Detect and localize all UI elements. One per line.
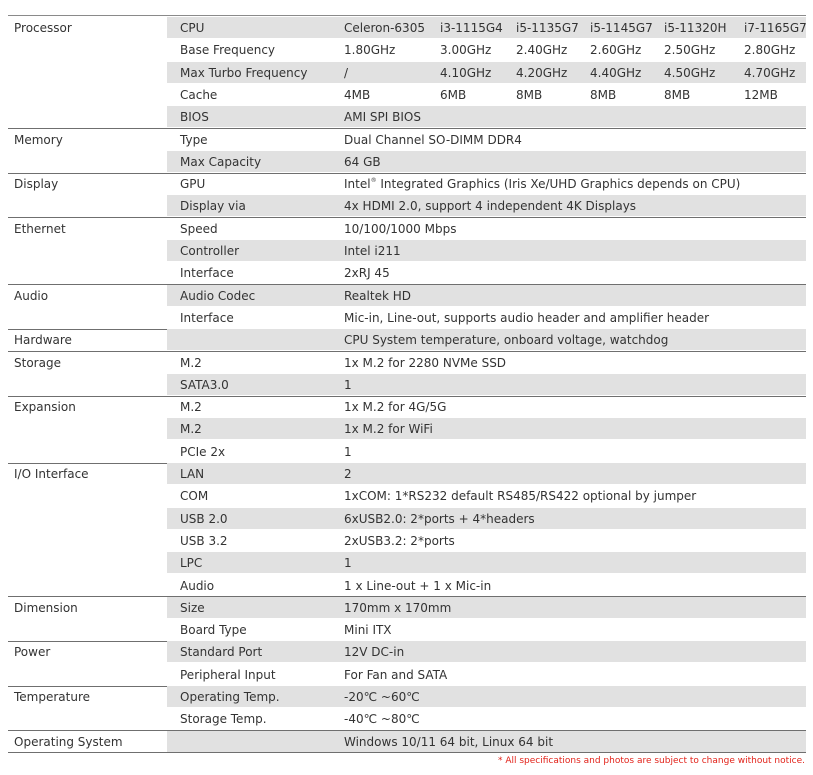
- item-value: [344, 177, 740, 191]
- item-label: USB 2.0: [180, 511, 228, 526]
- item-value: 1x M.2 for 4G/5G: [344, 400, 447, 415]
- item-value: 1x M.2 for WiFi: [344, 422, 433, 437]
- item-value: 64 GB: [344, 154, 381, 169]
- section-divider: [8, 752, 806, 753]
- cpu-cell: 2.50GHz: [664, 43, 716, 58]
- item-label: SATA3.0: [180, 377, 229, 392]
- item-label: Speed: [180, 221, 218, 236]
- table-row: [0, 17, 813, 39]
- item-value: Dual Channel SO-DIMM DDR4: [344, 132, 522, 147]
- item-value: 1: [344, 444, 352, 459]
- table-row: [0, 485, 813, 507]
- item-value: Windows 10/11 64 bit, Linux 64 bit: [344, 734, 554, 749]
- table-row: [0, 329, 813, 351]
- table-row: [0, 530, 813, 552]
- item-label: Board Type: [180, 623, 247, 638]
- item-value: 2xUSB3.2: 2*ports: [344, 533, 455, 548]
- item-value: CPU System temperature, onboard voltage, watchdog: [344, 333, 669, 348]
- table-row: [0, 307, 813, 329]
- category-label: Processor: [14, 21, 72, 35]
- row-band: [167, 396, 806, 418]
- row-band: [167, 262, 806, 284]
- item-value: 2xRJ 45: [344, 266, 390, 281]
- row-band: [167, 374, 806, 396]
- table-row: [0, 218, 813, 240]
- row-band: [167, 218, 806, 240]
- table-row: [0, 731, 813, 753]
- item-value: Realtek HD: [344, 288, 411, 303]
- item-value: -20℃ ~60℃: [344, 690, 420, 704]
- cpu-cell: 12MB: [744, 87, 778, 102]
- cpu-cell: 8MB: [516, 87, 543, 102]
- item-value: -40℃ ~80℃: [344, 712, 420, 727]
- cpu-cell: Celeron-6305: [344, 21, 425, 35]
- table-row: [0, 106, 813, 128]
- item-label: Interface: [180, 266, 234, 281]
- item-label: Cache: [180, 87, 218, 102]
- item-value: 1 x Line-out + 1 x Mic-in: [344, 578, 492, 593]
- table-row: [0, 62, 813, 84]
- item-value: 6xUSB2.0: 2*ports + 4*headers: [344, 511, 535, 526]
- item-value: For Fan and SATA: [344, 667, 448, 682]
- table-top-rule: [8, 15, 806, 16]
- cpu-cell: 6MB: [440, 87, 467, 102]
- table-row: [0, 441, 813, 463]
- item-label: Base Frequency: [180, 43, 276, 58]
- item-label: LPC: [180, 556, 203, 571]
- value-text: Intel: [344, 177, 371, 192]
- category-label: I/O Interface: [14, 467, 89, 481]
- table-row: [0, 664, 813, 686]
- item-label: COM: [180, 489, 209, 504]
- cpu-cell: /: [344, 65, 349, 80]
- table-row: [0, 508, 813, 530]
- table-row: [0, 418, 813, 440]
- item-label: Size: [180, 600, 205, 615]
- row-band: [167, 641, 806, 663]
- row-band: [167, 619, 806, 641]
- row-band: [167, 552, 806, 574]
- cpu-cell: 2.80GHz: [744, 43, 796, 58]
- table-row: [0, 463, 813, 485]
- table-row: [0, 173, 813, 195]
- table-row: [0, 575, 813, 597]
- table-row: [0, 708, 813, 730]
- item-label: Max Turbo Frequency: [180, 65, 308, 80]
- item-label: Controller: [180, 244, 240, 258]
- table-row: [0, 129, 813, 151]
- cpu-cell: 1.80GHz: [344, 43, 396, 58]
- category-label: Storage: [14, 355, 61, 370]
- item-value: 1xCOM: 1*RS232 default RS485/RS422 optional by jumper: [344, 489, 697, 504]
- cpu-cell: 4MB: [344, 87, 371, 102]
- row-band: [167, 84, 806, 106]
- table-row: [0, 195, 813, 217]
- row-band: [167, 530, 806, 552]
- item-label: PCIe 2x: [180, 444, 226, 459]
- item-value: Mini ITX: [344, 623, 392, 638]
- cpu-cell: 2.40GHz: [516, 43, 568, 58]
- row-band: [167, 240, 806, 262]
- value-text-rest: Integrated Graphics (Iris Xe/UHD Graphics depends on CPU): [376, 177, 741, 192]
- row-band: [167, 285, 806, 307]
- category-label: Operating System: [14, 734, 123, 749]
- cpu-cell: 4.10GHz: [440, 65, 492, 80]
- item-label: Interface: [180, 310, 234, 325]
- item-label: Audio: [180, 578, 215, 593]
- item-label: CPU: [180, 21, 205, 35]
- item-value: Mic-in, Line-out, supports audio header and amplifier header: [344, 310, 710, 325]
- item-label: M.2: [180, 422, 202, 437]
- item-value: 1x M.2 for 2280 NVMe SSD: [344, 355, 507, 370]
- row-band: [167, 463, 806, 485]
- item-value: 170mm x 170mm: [344, 600, 452, 615]
- cpu-cell: 4.20GHz: [516, 65, 568, 80]
- item-label: Storage Temp.: [180, 712, 267, 727]
- cpu-cell: i5-1145G7: [590, 21, 653, 35]
- table-row: [0, 597, 813, 619]
- cpu-cell: 2.60GHz: [590, 43, 642, 58]
- category-label: Display: [14, 177, 59, 192]
- table-row: [0, 240, 813, 262]
- item-label: USB 3.2: [180, 533, 228, 548]
- cpu-cell: i5-1135G7: [516, 21, 579, 35]
- item-label: Display via: [180, 199, 246, 214]
- item-value: 1: [344, 556, 352, 571]
- item-label: Operating Temp.: [180, 690, 280, 704]
- footnote: * All specifications and photos are subject to change without notice.: [497, 756, 805, 766]
- table-row: [0, 262, 813, 284]
- row-band: [167, 597, 806, 619]
- table-row: [0, 686, 813, 708]
- cpu-cell: i3-1115G4: [440, 21, 503, 35]
- registered-mark: ®: [370, 177, 377, 185]
- table-row: [0, 39, 813, 61]
- category-label: Audio: [14, 288, 49, 303]
- item-label: M.2: [180, 400, 202, 415]
- table-row: [0, 396, 813, 418]
- item-value: 4x HDMI 2.0, support 4 independent 4K Displays: [344, 199, 637, 214]
- category-label: Ethernet: [14, 221, 66, 236]
- table-row: [0, 641, 813, 663]
- category-label: Memory: [14, 132, 63, 147]
- cpu-cell: i5-11320H: [664, 21, 727, 35]
- table-row: [0, 285, 813, 307]
- cpu-cell: 4.40GHz: [590, 65, 642, 80]
- cpu-cell: 8MB: [590, 87, 617, 102]
- item-label: Peripheral Input: [180, 667, 276, 682]
- item-label: Type: [180, 132, 208, 147]
- category-label: Temperature: [14, 690, 91, 704]
- item-label: Audio Codec: [180, 288, 256, 303]
- row-band: [167, 151, 806, 173]
- row-band: [167, 418, 806, 440]
- table-row: [0, 352, 813, 374]
- item-label: Standard Port: [180, 645, 263, 660]
- cpu-cell: 3.00GHz: [440, 43, 492, 58]
- item-value: 12V DC-in: [344, 645, 405, 660]
- cpu-cell: 8MB: [664, 87, 691, 102]
- item-label: M.2: [180, 355, 202, 370]
- table-row: [0, 84, 813, 106]
- item-value: Intel i211: [344, 244, 401, 258]
- category-label: Dimension: [14, 600, 78, 615]
- item-label: LAN: [180, 467, 205, 481]
- cpu-cell: 4.50GHz: [664, 65, 716, 80]
- category-label: Hardware: [14, 333, 72, 348]
- item-value: AMI SPI BIOS: [344, 110, 421, 125]
- row-band: [167, 441, 806, 463]
- table-row: [0, 552, 813, 574]
- item-value: 1: [344, 377, 352, 392]
- table-row: [0, 374, 813, 396]
- category-label: Expansion: [14, 400, 76, 415]
- table-row: [0, 619, 813, 641]
- table-row: [0, 151, 813, 173]
- item-label: Max Capacity: [180, 154, 262, 169]
- item-label: BIOS: [180, 110, 209, 125]
- row-band: [167, 106, 806, 128]
- cpu-cell: i7-1165G7: [744, 21, 807, 35]
- cpu-cell: 4.70GHz: [744, 65, 796, 80]
- category-label: Power: [14, 645, 51, 660]
- item-value: 2: [344, 467, 352, 481]
- item-label: GPU: [180, 177, 206, 192]
- item-value: 10/100/1000 Mbps: [344, 221, 457, 236]
